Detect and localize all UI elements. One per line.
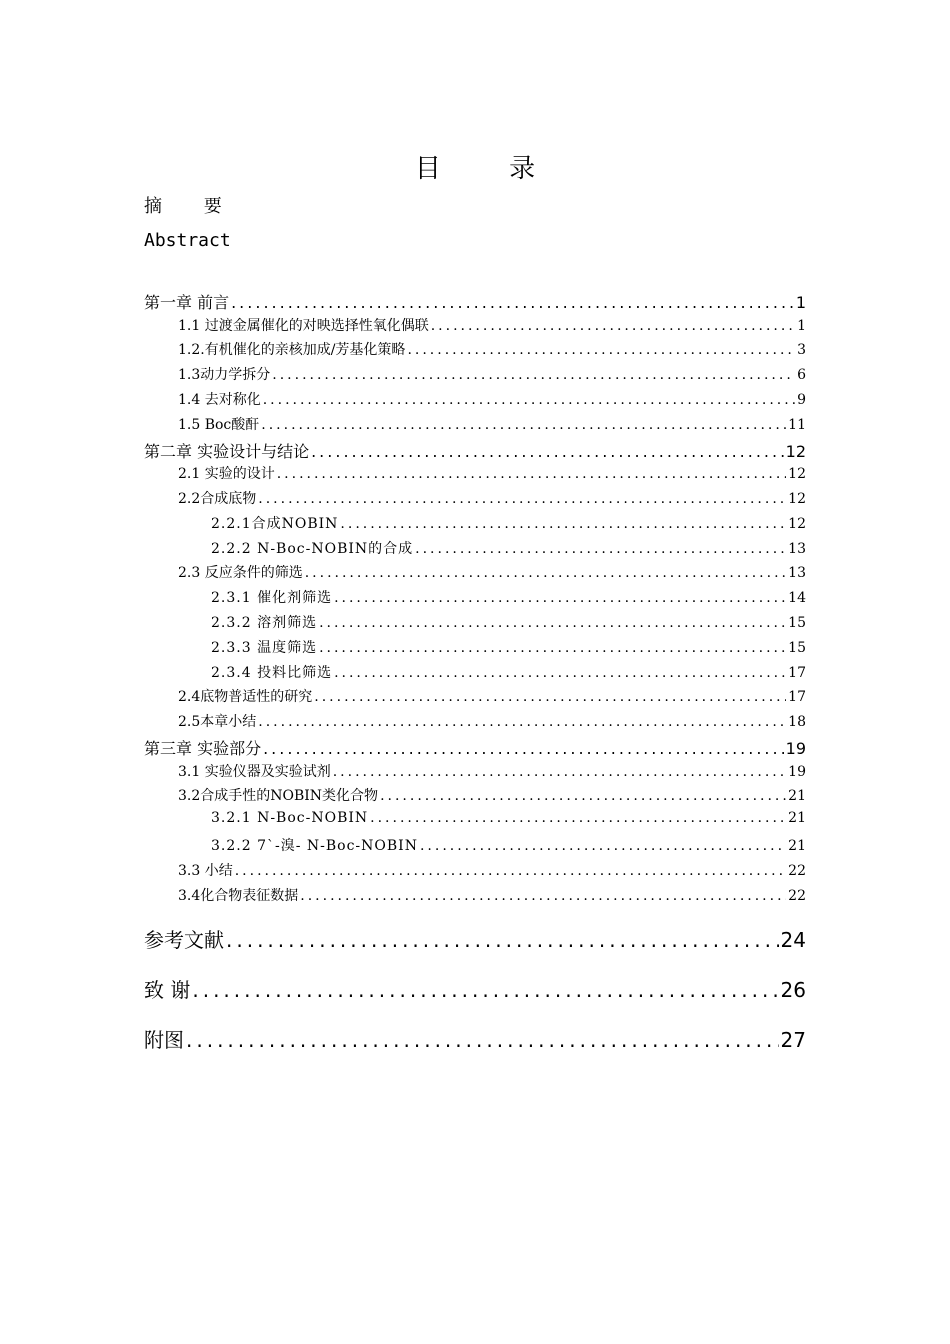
toc-entry-label: 2.1 实验的设计	[178, 466, 275, 483]
toc-leader-dots	[261, 417, 786, 433]
toc-leader-dots	[319, 615, 786, 631]
toc-entry[interactable]	[144, 736, 806, 761]
toc-leader-dots	[235, 863, 786, 879]
toc-entry-page: 21	[788, 788, 806, 805]
toc-entry-page: 18	[788, 714, 806, 731]
toc-entry-page: 13	[788, 565, 806, 582]
toc-entry-label: 第一章 前言	[144, 293, 230, 312]
toc-entry-label: 3.4化合物表征数据	[178, 887, 299, 904]
toc-entry-label: 第三章 实验部分	[144, 738, 262, 758]
toc-leader-dots	[334, 665, 786, 681]
toc-entry[interactable]	[144, 463, 806, 488]
toc-entry-page: 1	[797, 317, 806, 334]
toc-leader-dots	[258, 714, 786, 730]
toc-entry[interactable]	[144, 389, 806, 414]
toc-entry-label: 2.3.4 投料比筛选	[211, 664, 333, 681]
page-title: 目 录	[414, 154, 566, 184]
back-matter-label: 参考文献	[144, 928, 224, 952]
toc-entry-page: 15	[788, 639, 806, 656]
toc-entry[interactable]	[144, 711, 806, 736]
toc-leader-dots	[380, 788, 786, 804]
toc-entry-label: 2.5本章小结	[178, 714, 257, 731]
toc-entry-page: 12	[788, 466, 806, 483]
toc-leader-dots	[277, 466, 786, 482]
toc-entry-label: 2.3.3 温度筛选	[211, 639, 318, 656]
toc-entry-page: 1	[795, 293, 806, 312]
toc-entry[interactable]	[144, 315, 806, 340]
toc-entry[interactable]	[144, 885, 806, 910]
back-matter-entry[interactable]	[144, 974, 806, 1003]
toc-entry-page: 19	[788, 763, 806, 780]
toc-leader-dots	[333, 764, 786, 780]
toc-leader-dots	[319, 640, 786, 656]
toc-leader-dots	[431, 318, 795, 334]
toc-entry[interactable]	[144, 414, 806, 439]
toc-entry-page: 21	[788, 837, 806, 854]
toc-entry-page: 14	[788, 590, 806, 607]
toc-abstract-zh[interactable]: 摘 要	[144, 196, 240, 217]
toc-leader-dots	[314, 689, 786, 705]
toc-entry-page: 6	[797, 367, 806, 384]
toc-leader-dots	[263, 392, 795, 408]
toc-entry-label: 3.2.1 N-Boc-NOBIN	[211, 810, 369, 827]
toc-entry[interactable]	[144, 835, 806, 860]
toc-entry-label: 3.3 小结	[178, 862, 233, 879]
toc-entry-page: 15	[788, 614, 806, 631]
toc-leader-dots	[258, 491, 786, 507]
toc-leader-dots	[370, 810, 786, 826]
toc-leader-dots	[420, 838, 786, 854]
toc-entry[interactable]	[144, 662, 806, 687]
toc-entry-page: 9	[797, 391, 806, 408]
toc-list	[144, 290, 806, 909]
toc-leader-dots	[231, 293, 794, 312]
toc-entry-label: 2.2.2 N-Boc-NOBIN的合成	[211, 540, 414, 557]
back-matter-page: 27	[780, 1028, 806, 1052]
back-matter-label: 附图	[144, 1028, 184, 1052]
toc-entry-label: 1.4 去对称化	[178, 391, 261, 408]
toc-entry[interactable]	[144, 612, 806, 637]
toc-entry-label: 3.2.2 7`-溴- N-Boc-NOBIN	[211, 837, 418, 854]
toc-entry-label: 2.4底物普适性的研究	[178, 689, 313, 706]
toc-entry-label: 1.3动力学拆分	[178, 367, 271, 384]
toc-leader-dots	[305, 565, 786, 581]
toc-entry[interactable]	[144, 439, 806, 464]
back-matter-page: 24	[780, 928, 806, 952]
back-matter-entry[interactable]	[144, 924, 806, 953]
toc-entry-page: 12	[785, 441, 806, 461]
toc-leader-dots	[415, 541, 786, 557]
toc-leader-dots	[300, 888, 786, 904]
toc-entry[interactable]	[144, 538, 806, 563]
toc-leader-dots	[192, 978, 778, 1002]
toc-entry-label: 1.5 Boc酸酐	[178, 416, 260, 433]
toc-entry-label: 2.3.1 催化剂筛选	[211, 590, 333, 607]
toc-entry-label: 2.3 反应条件的筛选	[178, 565, 303, 582]
toc-entry-label: 1.2.有机催化的亲核加成/芳基化策略	[178, 342, 406, 359]
back-matter-page: 26	[780, 978, 806, 1002]
toc-entry[interactable]	[144, 587, 806, 612]
toc-entry[interactable]	[144, 860, 806, 885]
toc-entry[interactable]	[144, 290, 806, 315]
toc-entry[interactable]	[144, 637, 806, 662]
toc-entry[interactable]	[144, 513, 806, 538]
toc-leader-dots	[334, 590, 786, 606]
back-matter-label: 致 谢	[144, 978, 191, 1002]
toc-entry-page: 3	[797, 342, 806, 359]
toc-entry[interactable]	[144, 785, 806, 810]
toc-leader-dots	[186, 1028, 779, 1052]
toc-entry-label: 2.3.2 溶剂筛选	[211, 614, 318, 631]
toc-leader-dots	[340, 516, 786, 532]
toc-entry-page: 11	[788, 416, 806, 433]
toc-entry-label: 2.2合成底物	[178, 490, 257, 507]
toc-entry-label: 第二章 实验设计与结论	[144, 441, 310, 461]
toc-entry-label: 3.1 实验仪器及实验试剂	[178, 763, 331, 780]
toc-entry-label: 1.1 过渡金属催化的对映选择性氧化偶联	[178, 317, 429, 334]
toc-entry-page: 21	[788, 810, 806, 827]
toc-entry-page: 19	[785, 738, 806, 758]
toc-leader-dots	[272, 367, 795, 383]
toc-entry[interactable]	[144, 364, 806, 389]
toc-entry-page: 12	[788, 515, 806, 532]
toc-entry[interactable]	[144, 810, 806, 835]
toc-entry-page: 17	[788, 689, 806, 706]
toc-leader-dots	[311, 442, 784, 461]
toc-entry-page: 22	[788, 862, 806, 879]
toc-entry[interactable]	[144, 339, 806, 364]
toc-leader-dots	[407, 342, 795, 358]
toc-entry[interactable]	[144, 686, 806, 711]
toc-entry-page: 22	[788, 887, 806, 904]
toc-entry-label: 2.2.1合成NOBIN	[211, 515, 339, 532]
toc-entry-page: 13	[788, 540, 806, 557]
back-matter-entry[interactable]	[144, 1024, 806, 1053]
toc-leader-dots	[263, 739, 784, 758]
toc-entry[interactable]	[144, 488, 806, 513]
toc-entry[interactable]	[144, 761, 806, 786]
toc-entry[interactable]	[144, 562, 806, 587]
toc-leader-dots	[226, 928, 779, 952]
toc-entry-label: 3.2合成手性的NOBIN类化合物	[178, 788, 379, 805]
toc-abstract-en[interactable]: Abstract	[144, 230, 231, 251]
toc-entry-page: 12	[788, 490, 806, 507]
toc-entry-page: 17	[788, 664, 806, 681]
